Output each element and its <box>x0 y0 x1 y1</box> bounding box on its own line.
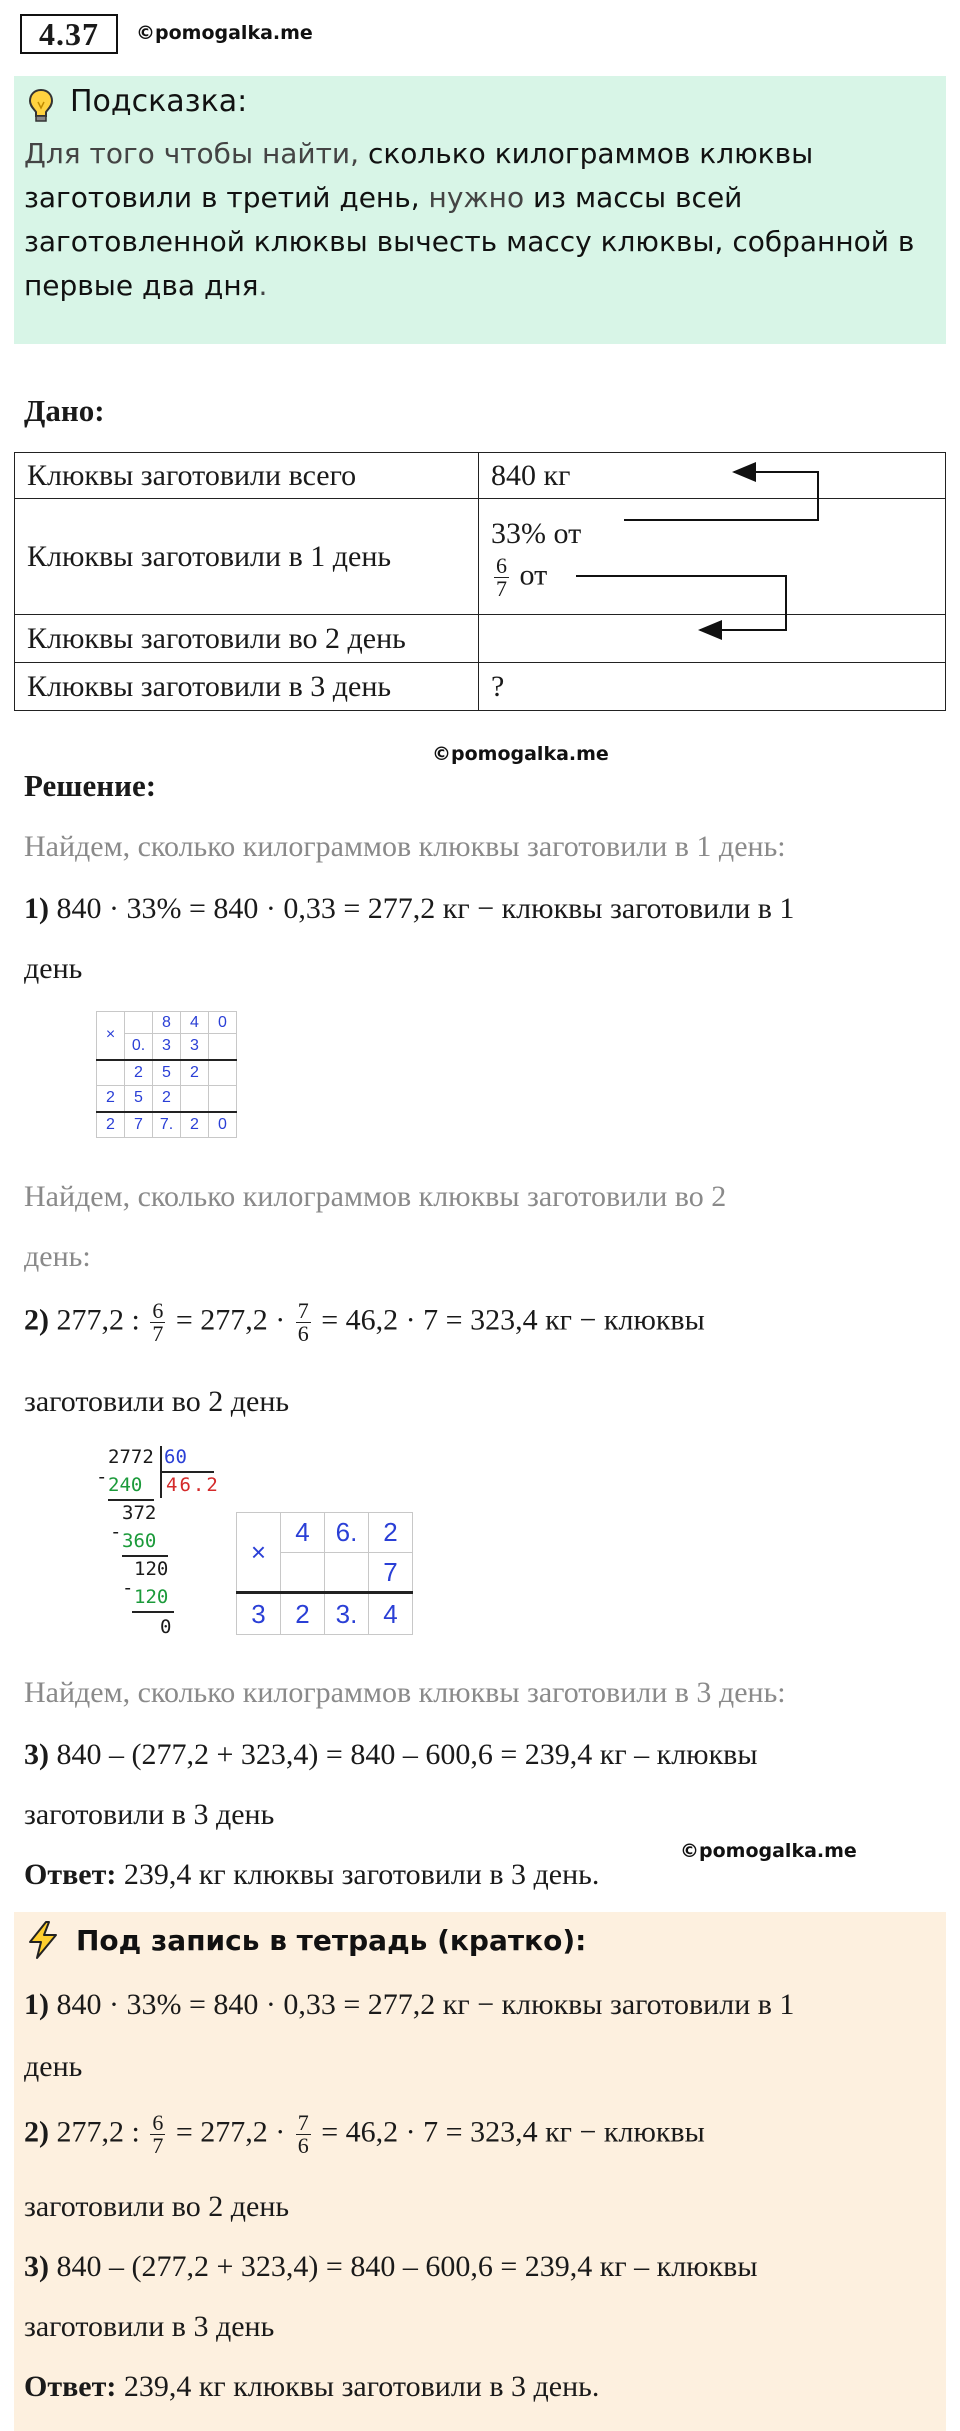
given-cell-value: 840 кг <box>479 453 946 499</box>
divisor: 60 <box>164 1446 187 1468</box>
hint-title: Подсказка: <box>70 84 248 119</box>
table-row <box>15 663 946 711</box>
watermark: ©pomogalka.me <box>680 1840 857 1862</box>
notebook-step3-tail: заготовили в 3 день <box>24 2310 275 2343</box>
answer: Ответ: 239,4 кг клюквы заготовили в 3 день. <box>24 1858 600 1891</box>
notebook-step1: 1) 840 · 33% = 840 · 0,33 = 277,2 кг − клюквы заготовили в 1 <box>24 1988 795 2021</box>
step2-intro: Найдем, сколько килограммов клюквы заготовили во 2 <box>24 1180 727 1213</box>
given-percent-text: 33% от <box>491 517 582 550</box>
subtrahend: 120 <box>134 1586 169 1608</box>
notebook-title: Под запись в тетрадь (кратко): <box>76 1924 587 1957</box>
lightbulb-icon <box>28 88 54 129</box>
step3-expression: 3) 840 – (277,2 + 323,4) = 840 – 600,6 = 239,4 кг – клюквы <box>24 1738 758 1771</box>
relation-arrows <box>560 450 840 650</box>
step1-tail: день <box>24 952 83 985</box>
multiply-sign: × <box>97 1012 125 1060</box>
long-division: 2772 60 46.2 - 240 372 - 360 120 - 120 0 <box>96 1446 220 1638</box>
notebook-step2: 2) 277,2 : $\frac{6}{7}$ = 277,2 · $\frac{7}{6}$ = 46,2 · 7 = 323,4 кг − клюквы <box>24 2110 705 2158</box>
given-cell-label: Клюквы заготовили всего <box>15 453 479 499</box>
step3-intro: Найдем, сколько килограммов клюквы заготовили в 3 день: <box>24 1676 786 1709</box>
step2-intro-tail: день: <box>24 1240 91 1273</box>
lightning-icon <box>26 1920 60 1965</box>
fraction: $\frac{7}{6}$ <box>297 1298 309 1346</box>
step1-intro: Найдем, сколько килограммов клюквы заготовили в 1 день: <box>24 830 786 863</box>
multiplication-grid-1: × 8 4 0 0. 3 3 2 5 2 2 5 2 2 7 7. 2 0 <box>96 1011 237 1138</box>
given-cell-label: Клюквы заготовили во 2 день <box>15 615 479 663</box>
notebook-step3: 3) 840 – (277,2 + 323,4) = 840 – 600,6 = 239,4 кг – клюквы <box>24 2250 758 2283</box>
watermark: ©pomogalka.me <box>432 743 609 765</box>
given-cell-label: Клюквы заготовили в 1 день <box>15 499 479 615</box>
dividend: 2772 <box>108 1446 154 1468</box>
quotient: 46.2 <box>166 1474 220 1496</box>
notebook-answer: Ответ: 239,4 кг клюквы заготовили в 3 день. <box>24 2370 600 2403</box>
step2-expression: 2) 277,2 : $\frac{6}{7}$ = 277,2 · $\frac{7}{6}$ = 46,2 · 7 = 323,4 кг − клюквы <box>24 1298 705 1346</box>
fraction: $\frac{6}{7}$ <box>496 553 507 601</box>
fraction: $\frac{6}{7}$ <box>152 1298 164 1346</box>
notebook-step2-tail: заготовили во 2 день <box>24 2190 290 2223</box>
given-cell-label: Клюквы заготовили в 3 день <box>15 663 479 711</box>
step3-tail: заготовили в 3 день <box>24 1798 275 1831</box>
fraction: $\frac{7}{6}$ <box>297 2110 309 2158</box>
task-number: 4.37 <box>20 14 118 54</box>
step1-expression: 1) 840 · 33% = 840 · 0,33 = 277,2 кг − клюквы заготовили в 1 <box>24 892 795 925</box>
subtrahend: 360 <box>122 1530 157 1552</box>
multiplication-grid-2: × 4 6. 2 7 3 2 3. 4 <box>236 1512 413 1635</box>
given-fraction-text: от <box>519 558 548 592</box>
notebook-step1-tail: день <box>24 2050 83 2083</box>
given-label: Дано: <box>24 393 105 428</box>
fraction: $\frac{6}{7}$ <box>152 2110 164 2158</box>
step2-tail: заготовили во 2 день <box>24 1385 290 1418</box>
solution-label: Решение: <box>24 768 157 803</box>
watermark: ©pomogalka.me <box>136 22 313 44</box>
subtrahend: 240 <box>108 1474 143 1496</box>
given-cell-value: ? <box>479 663 946 711</box>
multiply-sign: × <box>237 1513 281 1593</box>
hint-text: Для того чтобы найти, сколько килограммов клюквы заготовили в третий день, нужно из массы всей заготовленной клюквы вычесть массу клюквы, собранной в первые два дня. <box>24 137 915 302</box>
